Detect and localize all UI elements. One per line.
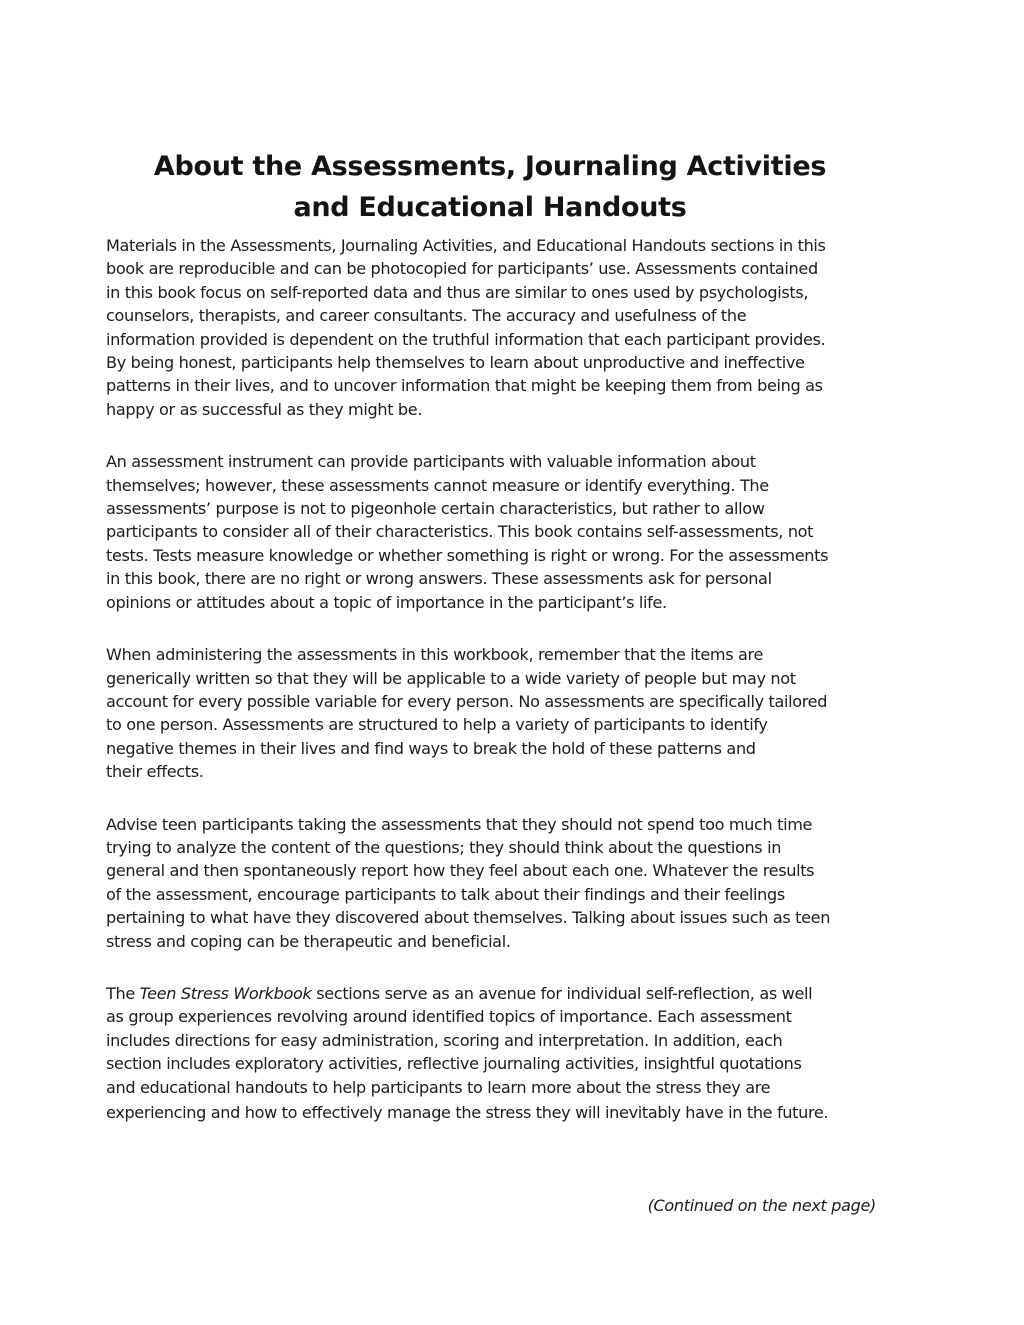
text-line: book are reproducible and can be photocopied for participants’ use. Assessments contained: [106, 259, 818, 279]
paragraph-administering: [106, 643, 886, 783]
text-line: in this book, there are no right or wrong answers. These assessments ask for personal: [106, 569, 772, 589]
text-line: By being honest, participants help themselves to learn about unproductive and ineffective: [106, 353, 805, 373]
text-line: tests. Tests measure knowledge or whether something is right or wrong. For the assessments: [106, 545, 829, 565]
text-line: happy or as successful as they might be.: [106, 399, 423, 419]
text-line: An assessment instrument can provide participants with valuable information about: [106, 452, 756, 472]
page-title-line-1: About the Assessments, Journaling Activities: [153, 151, 827, 182]
text-line: and educational handouts to help participants to learn more about the stress they are: [106, 1077, 771, 1097]
continued-note: (Continued on the next page): [647, 1196, 876, 1215]
text-line: trying to analyze the content of the questions; they should think about the questions in: [106, 837, 782, 857]
text-line: as group experiences revolving around identified topics of importance. Each assessment: [106, 1007, 792, 1027]
text-line: [106, 982, 886, 1005]
text-line: counselors, therapists, and career consultants. The accuracy and usefulness of the: [106, 306, 747, 326]
text-line: account for every possible variable for every person. No assessments are specifically tailored: [106, 691, 828, 711]
text-line: includes directions for easy administration, scoring and interpretation. In addition, each: [106, 1030, 783, 1050]
text-line: themselves; however, these assessments cannot measure or identify everything. The: [106, 475, 769, 495]
text-line: pertaining to what have they discovered about themselves. Talking about issues such as teen: [106, 908, 831, 928]
text-line: general and then spontaneously report how they feel about each one. Whatever the results: [106, 861, 815, 881]
text-line: of the assessment, encourage participants to talk about their findings and their feelings: [106, 884, 785, 904]
book-title: Teen Stress Workbook: [139, 983, 312, 1003]
page-title-line-2: and Educational Handouts: [293, 192, 687, 223]
text-line: in this book focus on self-reported data and thus are similar to ones used by psychologists,: [106, 282, 809, 302]
text-line: assessments’ purpose is not to pigeonhole certain characteristics, but rather to allow: [106, 499, 765, 519]
text-line: Materials in the Assessments, Journaling Activities, and Educational Handouts sections in this: [106, 236, 826, 255]
page-title: [100, 146, 880, 228]
text-fragment: The: [106, 983, 140, 1003]
text-line: generically written so that they will be applicable to a wide variety of people but may not: [106, 668, 796, 688]
text-line: Advise teen participants taking the assessments that they should not spend too much time: [106, 814, 813, 834]
text-line: stress and coping can be therapeutic and beneficial.: [106, 931, 511, 951]
text-line: experiencing and how to effectively manage the stress they will inevitably have in the future.: [106, 1103, 829, 1122]
paragraph-advise-teens: [106, 813, 886, 953]
text-fragment: sections serve as an avenue for individual self-reflection, as well: [311, 983, 813, 1003]
text-line: to one person. Assessments are structured to help a variety of participants to identify: [106, 715, 768, 735]
paragraph-assessment-instrument: [106, 450, 886, 614]
paragraph-materials: [106, 234, 886, 421]
text-line: their effects.: [106, 762, 204, 782]
text-line: patterns in their lives, and to uncover information that might be keeping them from being as: [106, 376, 823, 396]
text-line: opinions or attitudes about a topic of importance in the participant’s life.: [106, 592, 667, 612]
text-line: information provided is dependent on the truthful information that each participant provides.: [106, 329, 826, 349]
text-line: section includes exploratory activities, reflective journaling activities, insightful quotations: [106, 1054, 802, 1074]
body-text: [106, 234, 886, 1156]
text-line: participants to consider all of their characteristics. This book contains self-assessments, not: [106, 522, 814, 542]
paragraph-workbook-sections: [106, 982, 886, 1127]
text-line: When administering the assessments in this workbook, remember that the items are: [106, 645, 764, 665]
text-line: negative themes in their lives and find ways to break the hold of these patterns and: [106, 738, 756, 758]
